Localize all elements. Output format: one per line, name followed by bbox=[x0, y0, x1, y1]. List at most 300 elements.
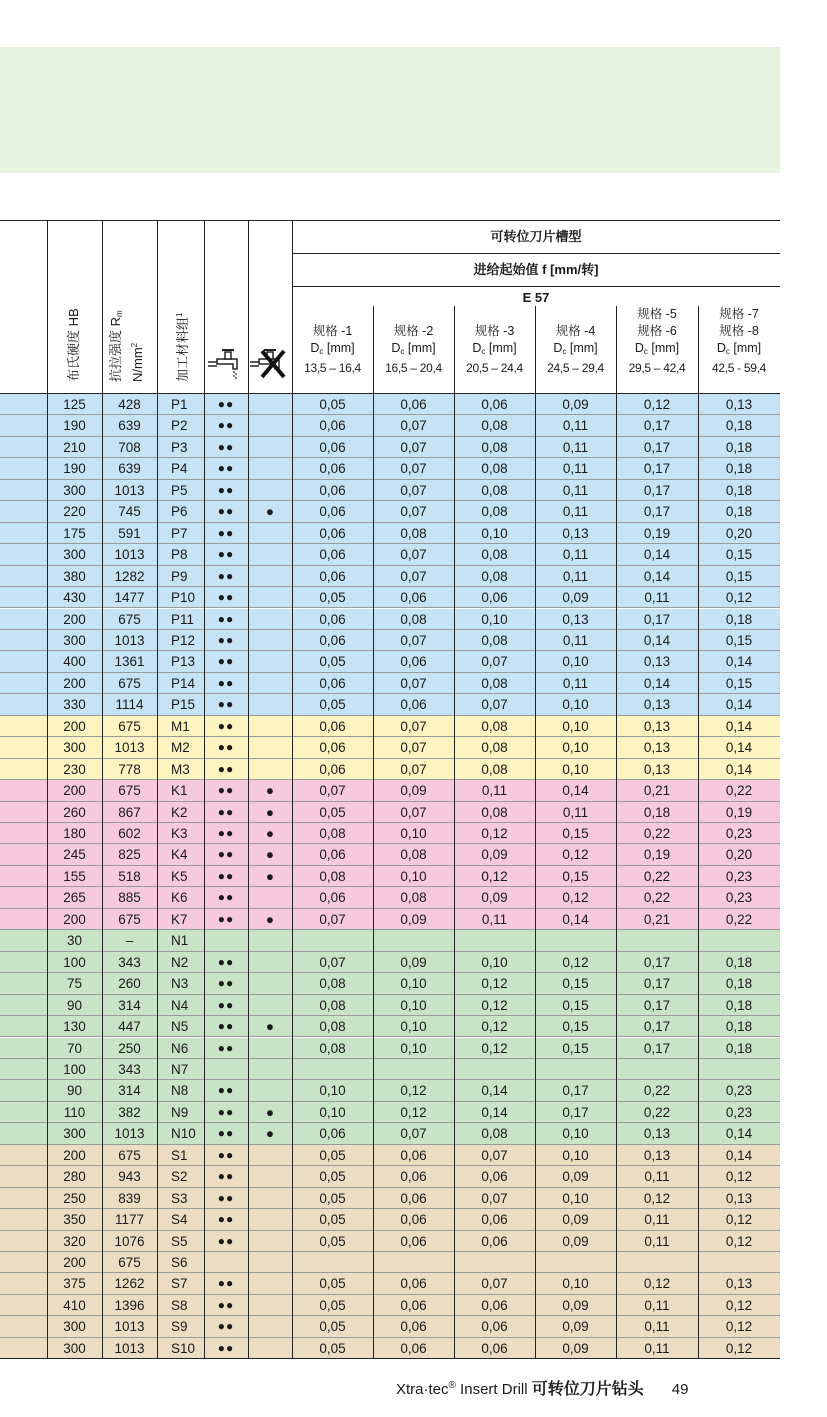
table-bottom-rule bbox=[0, 1358, 780, 1359]
table-row bbox=[0, 952, 780, 973]
col-divider bbox=[204, 220, 205, 1359]
group-cell: P4 bbox=[171, 461, 188, 477]
feed-value-cell: 0,10 bbox=[562, 740, 589, 756]
feed-value-cell: 0,12 bbox=[643, 1190, 671, 1206]
coolant-cell: ●● bbox=[217, 1104, 235, 1119]
feed-value-cell: 0,22 bbox=[643, 1104, 671, 1120]
coolant-cell: ●● bbox=[217, 868, 235, 883]
feed-value-cell: 0,06 bbox=[400, 1319, 427, 1335]
feed-value-cell: 0,13 bbox=[725, 1190, 753, 1206]
dry-cell bbox=[248, 415, 292, 436]
feed-value-cell: 0,08 bbox=[481, 547, 508, 563]
group-cell: K1 bbox=[171, 783, 188, 799]
group-cell: N8 bbox=[171, 1083, 189, 1099]
coolant-cell: ●● bbox=[217, 482, 235, 497]
feed-value-cell: 0,07 bbox=[400, 439, 427, 455]
hb-cell: 220 bbox=[63, 504, 86, 520]
dry-cell bbox=[248, 394, 292, 415]
coolant-cell bbox=[204, 1252, 248, 1273]
feed-value-cell: 0,22 bbox=[643, 826, 671, 841]
size-col-divider bbox=[535, 306, 536, 1359]
feed-value-cell: 0,09 bbox=[562, 1319, 589, 1335]
dry-cell bbox=[248, 523, 292, 544]
insert-geometry-title: 可转位刀片槽型 bbox=[490, 229, 582, 244]
feed-value-cell bbox=[292, 1252, 373, 1273]
feed-value-cell: 0,14 bbox=[725, 740, 753, 756]
feed-value-cell: 0,06 bbox=[481, 1169, 508, 1185]
feed-value-cell: 0,07 bbox=[319, 911, 346, 927]
feed-value-cell: 0,07 bbox=[400, 761, 427, 777]
hb-cell: 375 bbox=[63, 1276, 86, 1292]
feed-value-cell: 0,10 bbox=[400, 976, 427, 992]
feed-value-cell: 0,07 bbox=[319, 783, 346, 799]
feed-value-cell: 0,08 bbox=[481, 632, 508, 648]
hb-cell: 430 bbox=[63, 590, 86, 606]
feed-value-cell: 0,12 bbox=[725, 1233, 753, 1249]
feed-value-cell: 0,15 bbox=[562, 826, 589, 841]
footer-title: 可转位刀片钻头 bbox=[531, 1381, 644, 1398]
feed-value-cell: 0,23 bbox=[725, 1083, 753, 1099]
feed-value-cell: 0,06 bbox=[319, 439, 346, 455]
group-cell: N4 bbox=[171, 997, 189, 1013]
rm-cell: 639 bbox=[118, 418, 141, 434]
hb-cell: 300 bbox=[63, 482, 86, 498]
col-divider bbox=[102, 220, 103, 1359]
feed-value-cell: 0,14 bbox=[562, 783, 589, 799]
feed-value-cell: 0,11 bbox=[644, 1319, 670, 1335]
feed-value-cell: 0,14 bbox=[643, 547, 671, 563]
feed-value-cell: 0,12 bbox=[562, 890, 589, 906]
feed-value-cell: 0,06 bbox=[319, 740, 346, 756]
feed-value-cell: 0,07 bbox=[400, 418, 427, 434]
feed-value-cell: 0,09 bbox=[562, 1233, 589, 1249]
rm-cell: 675 bbox=[118, 611, 141, 627]
group-cell: N2 bbox=[171, 954, 189, 970]
feed-value-cell: 0,13 bbox=[562, 611, 589, 627]
group-cell: P13 bbox=[171, 654, 196, 670]
feed-value-cell: 0,20 bbox=[725, 847, 753, 863]
size-col-1: 规格 -1 $D_c$ [mm] 13,5 – 16,4 bbox=[304, 324, 361, 375]
dry-cell bbox=[248, 759, 292, 780]
hb-cell: 230 bbox=[63, 761, 86, 777]
hb-cell: 90 bbox=[66, 997, 83, 1013]
feed-value-cell: 0,09 bbox=[562, 1297, 589, 1313]
coolant-cell bbox=[204, 1059, 248, 1080]
group-cell: N7 bbox=[171, 1061, 189, 1077]
table-row bbox=[0, 1123, 780, 1144]
dry-cell bbox=[248, 609, 292, 630]
coolant-cell: ●● bbox=[217, 1212, 235, 1227]
feed-value-cell: 0,06 bbox=[319, 611, 346, 627]
feed-value-cell: 0,06 bbox=[400, 1297, 427, 1313]
feed-value-cell: 0,07 bbox=[400, 461, 427, 477]
hb-cell: 180 bbox=[63, 826, 86, 841]
feed-value-cell: 0,11 bbox=[644, 590, 670, 606]
feed-value-cell: 0,09 bbox=[562, 1169, 589, 1185]
group-cell: S4 bbox=[171, 1212, 188, 1228]
hb-cell: 300 bbox=[63, 1126, 86, 1142]
feed-value-cell: 0,06 bbox=[481, 1212, 508, 1228]
table-row bbox=[0, 415, 780, 436]
size-col-divider bbox=[698, 306, 699, 1359]
feed-value-cell: 0,11 bbox=[562, 568, 589, 584]
group-cell: K4 bbox=[171, 847, 188, 863]
hb-cell: 200 bbox=[63, 783, 86, 799]
header-rule-1 bbox=[292, 253, 780, 254]
table-row bbox=[0, 759, 780, 780]
table-row bbox=[0, 673, 780, 694]
group-cell: P5 bbox=[171, 482, 188, 498]
feed-value-cell: 0,06 bbox=[319, 504, 346, 520]
coolant-cell: ●● bbox=[217, 1276, 235, 1291]
rm-cell: 1076 bbox=[114, 1233, 145, 1249]
coolant-cell: ●● bbox=[217, 1340, 235, 1355]
feed-value-cell: 0,19 bbox=[725, 804, 753, 820]
feed-value-cell: 0,23 bbox=[725, 826, 753, 841]
rm-cell: 675 bbox=[118, 1147, 141, 1163]
feed-value-cell bbox=[698, 1252, 780, 1273]
feed-value-cell: 0,10 bbox=[400, 826, 427, 841]
feed-value-cell: 0,06 bbox=[319, 1126, 346, 1142]
feed-value-cell: 0,11 bbox=[644, 1233, 670, 1249]
feed-value-cell: 0,06 bbox=[400, 697, 427, 713]
group-cell: P8 bbox=[171, 547, 188, 563]
table-row bbox=[0, 1038, 780, 1059]
feed-value-cell: 0,07 bbox=[481, 697, 508, 713]
hb-cell: 100 bbox=[63, 954, 86, 970]
group-cell: K6 bbox=[171, 890, 188, 906]
group-cell: M3 bbox=[171, 761, 190, 777]
feed-value-cell: 0,05 bbox=[319, 397, 346, 412]
dry-cell bbox=[248, 1188, 292, 1209]
hb-cell: 175 bbox=[63, 525, 86, 541]
page-number: 49 bbox=[671, 1381, 689, 1398]
coolant-cell: ●● bbox=[217, 461, 235, 476]
feed-value-cell: 0,19 bbox=[643, 525, 671, 541]
coolant-cell: ●● bbox=[217, 954, 235, 969]
feed-value-cell: 0,08 bbox=[319, 868, 346, 884]
feed-value-cell: 0,19 bbox=[643, 847, 671, 863]
coolant-cell: ●● bbox=[217, 504, 235, 519]
table-row bbox=[0, 694, 780, 715]
feed-value-cell: 0,11 bbox=[644, 1297, 670, 1313]
feed-value-cell: 0,22 bbox=[643, 890, 671, 906]
rm-cell: 1282 bbox=[114, 568, 145, 584]
feed-value-cell: 0,06 bbox=[481, 1233, 508, 1249]
feed-value-cell: 0,12 bbox=[725, 1319, 753, 1335]
group-cell: K7 bbox=[171, 911, 188, 927]
feed-value-cell: 0,10 bbox=[562, 1126, 589, 1142]
feed-value-cell: 0,12 bbox=[643, 397, 671, 412]
feed-value-cell: 0,08 bbox=[400, 847, 427, 863]
feed-value-cell: 0,09 bbox=[400, 954, 427, 970]
feed-value-cell: 0,13 bbox=[725, 1276, 753, 1292]
hb-cell: 300 bbox=[63, 547, 86, 563]
feed-value-cell: 0,14 bbox=[643, 632, 671, 648]
rm-cell: 675 bbox=[118, 911, 141, 927]
dry-cell bbox=[248, 651, 292, 672]
coolant-cell: ●● bbox=[217, 997, 235, 1012]
feed-value-cell: 0,10 bbox=[562, 654, 589, 670]
coolant-cell: ●● bbox=[217, 890, 235, 905]
feed-value-cell: 0,08 bbox=[481, 568, 508, 584]
hb-cell: 200 bbox=[63, 718, 86, 734]
table-row bbox=[0, 780, 780, 801]
feed-value-cell bbox=[535, 1059, 616, 1080]
feed-value-cell: 0,07 bbox=[400, 740, 427, 756]
coolant-cell: ●● bbox=[217, 826, 235, 840]
hb-cell: 155 bbox=[63, 868, 86, 884]
feed-value-cell bbox=[616, 1059, 698, 1080]
feed-value-cell: 0,17 bbox=[643, 418, 671, 434]
feed-value-cell: 0,09 bbox=[562, 1340, 589, 1356]
feed-value-cell: 0,11 bbox=[644, 1212, 670, 1228]
group-cell: K5 bbox=[171, 868, 188, 884]
rm-cell: 591 bbox=[118, 525, 141, 541]
hb-cell: 320 bbox=[63, 1233, 86, 1249]
feed-value-cell: 0,06 bbox=[319, 461, 346, 477]
feed-value-cell: 0,10 bbox=[400, 997, 427, 1013]
hb-cell: 300 bbox=[63, 740, 86, 756]
feed-value-cell: 0,15 bbox=[725, 547, 753, 563]
table-row bbox=[0, 1295, 780, 1316]
feed-value-cell: 0,06 bbox=[319, 761, 346, 777]
dry-cell bbox=[248, 458, 292, 479]
coolant-cell: ●● bbox=[217, 1190, 235, 1205]
feed-value-cell: 0,07 bbox=[481, 654, 508, 670]
size-col-divider bbox=[454, 306, 455, 1359]
hb-cell: 260 bbox=[63, 804, 86, 820]
dry-cell bbox=[248, 1145, 292, 1166]
feed-value-cell: 0,13 bbox=[643, 761, 671, 777]
feed-value-cell: 0,08 bbox=[481, 1126, 508, 1142]
hb-cell: 300 bbox=[63, 1340, 86, 1356]
feed-value-cell: 0,18 bbox=[643, 804, 671, 820]
feed-value-cell: 0,18 bbox=[725, 954, 753, 970]
feed-value-cell: 0,05 bbox=[319, 590, 346, 606]
feed-value-cell: 0,14 bbox=[725, 718, 753, 734]
dry-cell bbox=[248, 1080, 292, 1101]
feed-value-cell: 0,09 bbox=[400, 911, 427, 927]
group-cell: N3 bbox=[171, 976, 189, 992]
rm-cell: 382 bbox=[118, 1104, 141, 1120]
dry-cell bbox=[248, 630, 292, 651]
feed-value-cell bbox=[292, 1059, 373, 1080]
table-row bbox=[0, 1059, 780, 1080]
dry-cell bbox=[248, 952, 292, 973]
feed-value-cell: 0,21 bbox=[643, 911, 671, 927]
group-cell: P6 bbox=[171, 504, 188, 520]
feed-value-cell: 0,17 bbox=[643, 611, 671, 627]
feed-value-cell: 0,11 bbox=[562, 632, 589, 648]
size-col-4: 规格 -4 $D_c$ [mm] 24,5 – 29,4 bbox=[547, 324, 604, 375]
feed-value-cell: 0,17 bbox=[643, 482, 671, 498]
table-row bbox=[0, 887, 780, 908]
table-row bbox=[0, 909, 780, 930]
rm-cell: 1177 bbox=[114, 1212, 145, 1228]
rm-cell: 778 bbox=[118, 761, 141, 777]
feed-value-cell: 0,06 bbox=[400, 1233, 427, 1249]
feed-value-cell: 0,07 bbox=[400, 804, 427, 820]
feed-value-cell: 0,10 bbox=[481, 611, 508, 627]
col-divider bbox=[157, 220, 158, 1359]
dry-cell bbox=[248, 1295, 292, 1316]
dry-cell bbox=[248, 716, 292, 737]
feed-value-cell: 0,14 bbox=[481, 1104, 508, 1120]
col-divider bbox=[248, 220, 249, 1359]
col-divider bbox=[292, 220, 293, 1359]
feed-value-cell bbox=[373, 930, 454, 951]
feed-value-cell: 0,20 bbox=[725, 525, 753, 541]
group-cell: K2 bbox=[171, 804, 188, 820]
rm-cell: 260 bbox=[118, 976, 141, 992]
dry-cell bbox=[248, 973, 292, 994]
feed-value-cell: 0,17 bbox=[643, 997, 671, 1013]
feed-value-cell: 0,10 bbox=[400, 1040, 427, 1056]
feed-value-cell: 0,14 bbox=[562, 911, 589, 927]
table-row bbox=[0, 1273, 780, 1294]
table-row bbox=[0, 866, 780, 887]
feed-value-cell: 0,10 bbox=[562, 1276, 589, 1292]
grade-title: E 57 bbox=[522, 290, 550, 305]
dry-cell bbox=[248, 1338, 292, 1359]
table-row bbox=[0, 1188, 780, 1209]
table-row bbox=[0, 973, 780, 994]
rm-cell: 675 bbox=[118, 1255, 141, 1270]
coolant-cell bbox=[204, 930, 248, 951]
feed-value-cell: 0,06 bbox=[319, 847, 346, 863]
feed-value-cell: 0,11 bbox=[562, 439, 589, 455]
feed-value-cell: 0,06 bbox=[319, 890, 346, 906]
feed-value-cell: 0,10 bbox=[319, 1083, 346, 1099]
feed-value-cell: 0,18 bbox=[725, 418, 753, 434]
col-header-group: 加工材料组$^1$ bbox=[175, 312, 190, 382]
feed-value-cell bbox=[616, 1252, 698, 1273]
feed-value-cell: 0,15 bbox=[562, 997, 589, 1013]
size-col-6: 规格 -7 规格 -8 $D_c$ [mm] 42,5 - 59,4 bbox=[711, 307, 767, 375]
size-col-divider bbox=[616, 306, 617, 1359]
feed-value-cell: 0,22 bbox=[725, 911, 753, 927]
hb-cell: 250 bbox=[63, 1190, 86, 1206]
col-header-rm: 抗拉强度 $R_m$ $N/mm^2$ bbox=[108, 310, 145, 382]
dry-cell: ● bbox=[265, 504, 275, 520]
coolant-icon bbox=[207, 345, 245, 379]
rm-cell: 1013 bbox=[114, 1319, 145, 1335]
feed-value-cell: 0,07 bbox=[481, 1276, 508, 1292]
table-row bbox=[0, 1252, 780, 1273]
feed-value-cell: 0,06 bbox=[400, 590, 427, 606]
feed-value-cell: 0,18 bbox=[725, 1040, 753, 1056]
table-row bbox=[0, 1338, 780, 1359]
coolant-cell: ●● bbox=[217, 1083, 235, 1098]
dry-cell bbox=[248, 566, 292, 587]
coolant-cell: ●● bbox=[217, 976, 235, 991]
feed-value-cell: 0,13 bbox=[725, 397, 753, 412]
feed-value-cell: 0,06 bbox=[400, 1190, 427, 1206]
feed-value-cell bbox=[454, 930, 535, 951]
feed-value-cell: 0,07 bbox=[400, 504, 427, 520]
feed-value-cell: 0,17 bbox=[562, 1083, 589, 1099]
table-row bbox=[0, 458, 780, 479]
hb-cell: 330 bbox=[63, 697, 86, 713]
table-row bbox=[0, 995, 780, 1016]
rm-cell: 518 bbox=[118, 868, 141, 884]
feed-value-cell: 0,06 bbox=[481, 1340, 508, 1356]
rm-cell: 885 bbox=[118, 890, 141, 906]
feed-value-cell: 0,13 bbox=[643, 740, 671, 756]
feed-value-cell: 0,12 bbox=[725, 1340, 753, 1356]
feed-value-cell: 0,06 bbox=[400, 397, 427, 412]
feed-value-cell: 0,08 bbox=[400, 890, 427, 906]
feed-value-cell: 0,08 bbox=[481, 439, 508, 455]
rm-cell: 1013 bbox=[114, 482, 145, 498]
feed-value-cell: 0,10 bbox=[481, 525, 508, 541]
hb-cell: 350 bbox=[63, 1212, 86, 1228]
hb-cell: 130 bbox=[63, 1019, 86, 1035]
feed-value-cell: 0,09 bbox=[562, 397, 589, 412]
coolant-cell: ●● bbox=[217, 439, 235, 454]
rm-cell: 343 bbox=[118, 1061, 141, 1077]
rm-cell: 314 bbox=[118, 997, 141, 1013]
hb-cell: 245 bbox=[63, 847, 86, 863]
table-row bbox=[0, 609, 780, 630]
feed-value-cell: 0,10 bbox=[400, 1019, 427, 1035]
coolant-cell: ●● bbox=[217, 697, 235, 712]
footer-brand: Xtra·tec bbox=[396, 1381, 449, 1398]
feed-value-cell: 0,13 bbox=[643, 654, 671, 670]
feed-value-cell: 0,11 bbox=[481, 911, 508, 927]
hb-cell: 210 bbox=[63, 439, 86, 455]
dry-cell: ● bbox=[265, 847, 275, 863]
coolant-cell: ●● bbox=[217, 761, 235, 776]
group-cell: N1 bbox=[171, 933, 189, 949]
feed-value-cell bbox=[698, 930, 780, 951]
dry-cell bbox=[248, 1273, 292, 1294]
feed-value-cell: 0,05 bbox=[319, 1340, 346, 1356]
feed-value-cell bbox=[373, 1059, 454, 1080]
coolant-cell: ●● bbox=[217, 1126, 235, 1141]
table-row bbox=[0, 1231, 780, 1252]
dry-cell: ● bbox=[265, 783, 275, 799]
group-cell: S5 bbox=[171, 1233, 188, 1249]
coolant-cell: ●● bbox=[217, 568, 235, 583]
hb-cell: 190 bbox=[63, 461, 86, 477]
feed-value-cell bbox=[535, 1252, 616, 1273]
dry-cell bbox=[248, 737, 292, 758]
feed-value-cell: 0,05 bbox=[319, 697, 346, 713]
group-cell: S3 bbox=[171, 1190, 188, 1206]
feed-value-cell: 0,08 bbox=[400, 611, 427, 627]
table-row bbox=[0, 1102, 780, 1123]
dry-cell bbox=[248, 587, 292, 608]
feed-value-cell: 0,11 bbox=[562, 504, 589, 520]
table-row bbox=[0, 716, 780, 737]
feed-value-cell: 0,08 bbox=[319, 997, 346, 1013]
group-cell: S2 bbox=[171, 1169, 188, 1185]
feed-value-cell: 0,05 bbox=[319, 804, 346, 820]
feed-value-cell: 0,12 bbox=[643, 1276, 671, 1292]
coolant-cell: ●● bbox=[217, 1233, 235, 1248]
feed-value-cell: 0,15 bbox=[725, 632, 753, 648]
rm-cell: 343 bbox=[118, 954, 141, 970]
feed-value-cell: 0,13 bbox=[562, 525, 589, 541]
feed-value-cell: 0,23 bbox=[725, 868, 753, 884]
feed-value-cell: 0,10 bbox=[562, 1190, 589, 1206]
table-row bbox=[0, 651, 780, 672]
table-row bbox=[0, 394, 780, 415]
table-row bbox=[0, 1166, 780, 1187]
feed-value-cell: 0,12 bbox=[481, 1040, 508, 1056]
